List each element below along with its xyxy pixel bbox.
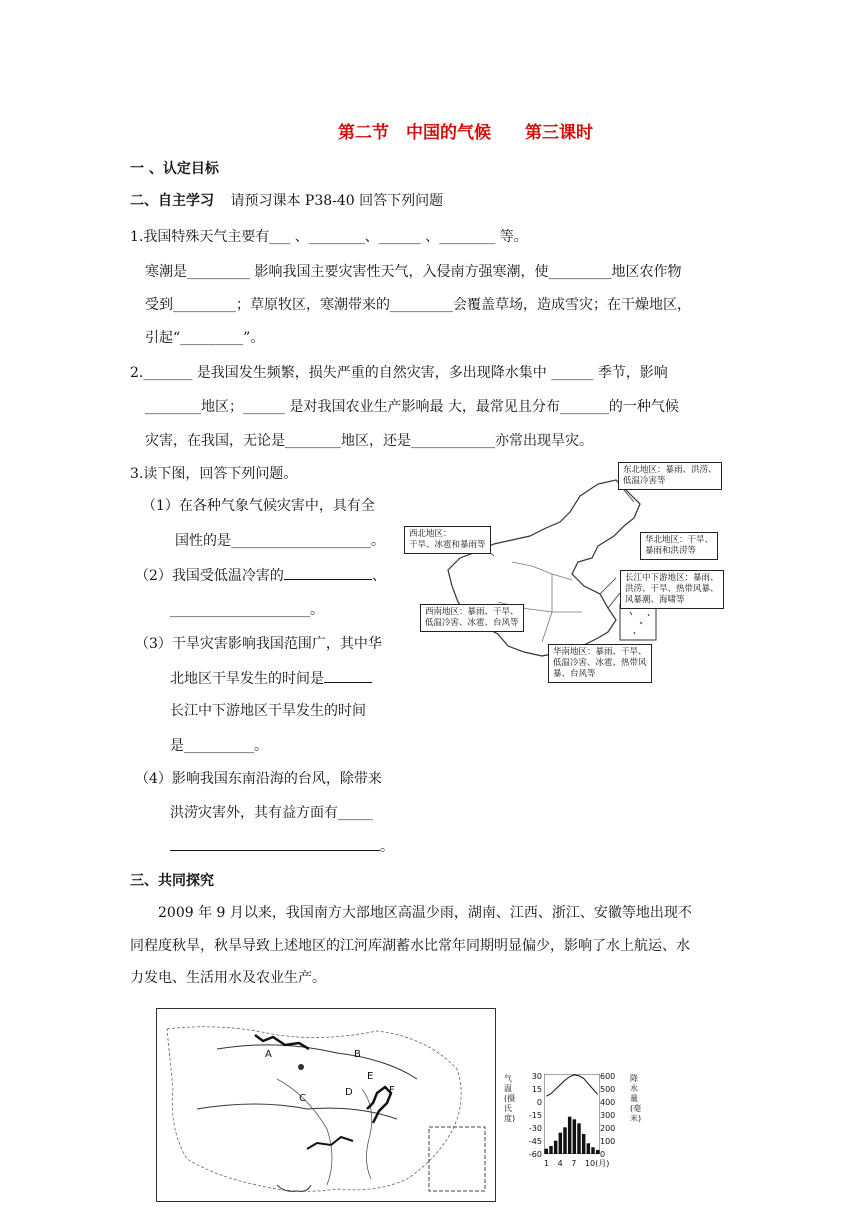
left-tick: -15 xyxy=(528,1111,542,1120)
question-1-line-4: 引起“_________”。 xyxy=(145,330,265,346)
question-1-line-1: 1.我国特殊天气主要有___ 、________、______ 、________ 等。 xyxy=(130,229,528,245)
label-north-line: 暴雨和洪涝等 xyxy=(645,546,697,556)
label-northeast xyxy=(618,462,722,490)
precipitation-bar xyxy=(568,1117,571,1154)
x-tick: 7 xyxy=(571,1159,577,1168)
x-axis-ticks xyxy=(544,1158,614,1169)
question-3-3: （3）干旱灾害影响我国范围广，其中华 xyxy=(135,636,382,652)
label-south-line: 低温冷害、冰雹、热带风 xyxy=(553,658,647,668)
map-label-a: A xyxy=(265,1049,272,1060)
x-tick: 4 xyxy=(557,1159,563,1168)
map-label-e: E xyxy=(367,1071,374,1082)
climate-plot-area xyxy=(544,1074,600,1154)
page-title: 第二节 中国的气候 第三课时 xyxy=(338,123,593,143)
precipitation-bar xyxy=(577,1123,580,1154)
question-3-1: （1）在各种气象气候灾害中，具有全 xyxy=(142,498,375,514)
section-heading-goals: 一 、认定目标 xyxy=(130,161,219,177)
question-3-2-text: （2）我国受低温冷害的 xyxy=(135,568,284,584)
question-1-line-2: 寒潮是_________ 影响我国主要灾害性天气，入侵南方强寒潮，使_________地区农作物 xyxy=(145,264,682,280)
label-north xyxy=(640,532,718,560)
question-3-intro: 3.读下图，回答下列问题。 xyxy=(130,466,298,482)
label-south-line: 暴、台风等 xyxy=(553,669,596,679)
question-2-line-1: 2._______ 是我国发生频繁，损失严重的自然灾害，多出现降水集中 ______ 季节，影响 xyxy=(130,365,668,381)
question-3-3b-text: 北地区干旱发生的时间是 xyxy=(170,671,324,687)
label-northwest-line: 西北地区： xyxy=(409,529,452,539)
map-label-c: C xyxy=(299,1093,306,1104)
label-yangtze-line: 长江中下游地区：暴雨、 xyxy=(625,573,719,583)
question-3-2-tail: 、 xyxy=(371,568,386,584)
map-label-d: D xyxy=(345,1087,353,1098)
precipitation-bar xyxy=(573,1119,576,1154)
section-self-study xyxy=(130,190,443,210)
plot-frame xyxy=(544,1074,600,1154)
label-south-line: 华南地区：暴雨、干旱、 xyxy=(553,647,647,657)
precipitation-bar xyxy=(582,1134,585,1154)
x-tick: 1 xyxy=(544,1159,550,1168)
question-3-1b: 国性的是____________________。 xyxy=(175,533,385,549)
left-tick: 0 xyxy=(536,1098,542,1107)
precipitation-bar xyxy=(549,1146,552,1154)
precipitation-bar xyxy=(545,1149,548,1154)
question-3-4b: 洪涝灾害外，其有益方面有_____ xyxy=(170,805,373,821)
question-2-line-3: 灾害，在我国，无论是________地区，还是____________亦常出现旱灾。 xyxy=(145,433,593,449)
question-3-3b xyxy=(170,668,372,688)
precipitation-bar xyxy=(591,1147,594,1154)
right-tick: 600 xyxy=(600,1072,616,1081)
label-north-line: 华北地区：干旱、 xyxy=(645,535,714,545)
paragraph-line-2: 同程度秋旱，秋旱导致上述地区的江河库湖蓄水比常年同期明显偏少，影响了水上航运、水 xyxy=(130,938,690,954)
right-tick: 300 xyxy=(600,1111,616,1120)
label-yangtze-line: 风暴潮、海啸等 xyxy=(625,595,685,605)
label-northeast-line: 低温冷害等 xyxy=(623,476,666,486)
south-china-map-drawing xyxy=(157,1009,495,1201)
question-3-2 xyxy=(135,565,386,585)
answer-blank xyxy=(284,567,372,580)
question-3-2b: ____________________。 xyxy=(170,602,324,618)
question-3-4: （4）影响我国东南沿海的台风，除带来 xyxy=(135,771,382,787)
label-yangtze-line: 洪涝、干旱、热带风暴、 xyxy=(625,584,719,594)
label-south xyxy=(548,644,652,683)
left-axis-title: 气温(摄氏度) xyxy=(504,1074,516,1123)
south-china-map xyxy=(156,1008,496,1202)
section-heading-self-study: 二、自主学习 xyxy=(130,193,214,209)
question-1-line-3: 受到_________；草原牧区，寒潮带来的_________会覆盖草场，造成雪灾；在干燥地区， xyxy=(145,297,691,313)
right-tick: 0 xyxy=(600,1150,606,1159)
temperature-line xyxy=(546,1075,597,1096)
right-axis-title: 降水量(毫米) xyxy=(630,1074,642,1123)
label-southwest-line: 西南地区：暴雨、干旱、 xyxy=(425,607,519,617)
left-tick: 30 xyxy=(531,1072,542,1081)
right-tick: 200 xyxy=(600,1124,616,1133)
label-northwest xyxy=(404,526,491,554)
section-heading-explore: 三、共同探究 xyxy=(130,873,214,889)
answer-blank xyxy=(324,670,372,683)
question-3-4c-tail: 。 xyxy=(380,839,394,855)
label-southwest-line: 低温冷害、冰雹、台风等 xyxy=(425,618,519,628)
precipitation-bar xyxy=(559,1133,562,1154)
right-tick: 100 xyxy=(600,1137,616,1146)
question-2-line-2: ________地区；______ 是对我国农业生产影响最 大，最常见且分布_______的一种气候 xyxy=(145,399,679,415)
label-northeast-line: 东北地区：暴雨、洪涝、 xyxy=(623,465,717,475)
right-tick: 500 xyxy=(600,1085,616,1094)
map-label-b: B xyxy=(354,1049,361,1060)
precipitation-bar xyxy=(596,1150,599,1154)
question-3-3c: 长江中下游地区干旱发生的时间 xyxy=(170,703,366,719)
climate-chart xyxy=(504,1070,644,1188)
right-axis-ticks xyxy=(600,1070,626,1161)
paragraph-line-3: 力发电、生活用水及农业生产。 xyxy=(130,970,326,986)
question-3-4c xyxy=(170,836,394,856)
paragraph-line-1: 2009 年 9 月以来，我国南方大部地区高温少雨，湖南、江西、浙江、安徽等地出现不 xyxy=(158,905,692,921)
x-tick: 10(月) xyxy=(584,1159,610,1168)
left-tick: -60 xyxy=(528,1150,542,1159)
precipitation-bar xyxy=(554,1141,557,1154)
left-tick: -45 xyxy=(528,1137,542,1146)
label-northwest-line: 干旱、冰雹和暴雨等 xyxy=(409,540,486,550)
left-tick: 15 xyxy=(531,1085,542,1094)
left-tick: -30 xyxy=(528,1124,542,1133)
self-study-instruction: 请预习课本 P38-40 回答下列问题 xyxy=(230,193,444,209)
disaster-map xyxy=(402,462,732,694)
map-label-f: F xyxy=(389,1085,395,1096)
label-southwest xyxy=(420,604,524,632)
answer-blank xyxy=(170,838,380,851)
left-axis-ticks xyxy=(516,1070,542,1161)
precipitation-bar xyxy=(587,1143,590,1154)
right-tick: 400 xyxy=(600,1098,616,1107)
precipitation-bar xyxy=(563,1127,566,1154)
question-3-3d: 是__________。 xyxy=(170,738,268,754)
label-yangtze xyxy=(620,570,724,609)
